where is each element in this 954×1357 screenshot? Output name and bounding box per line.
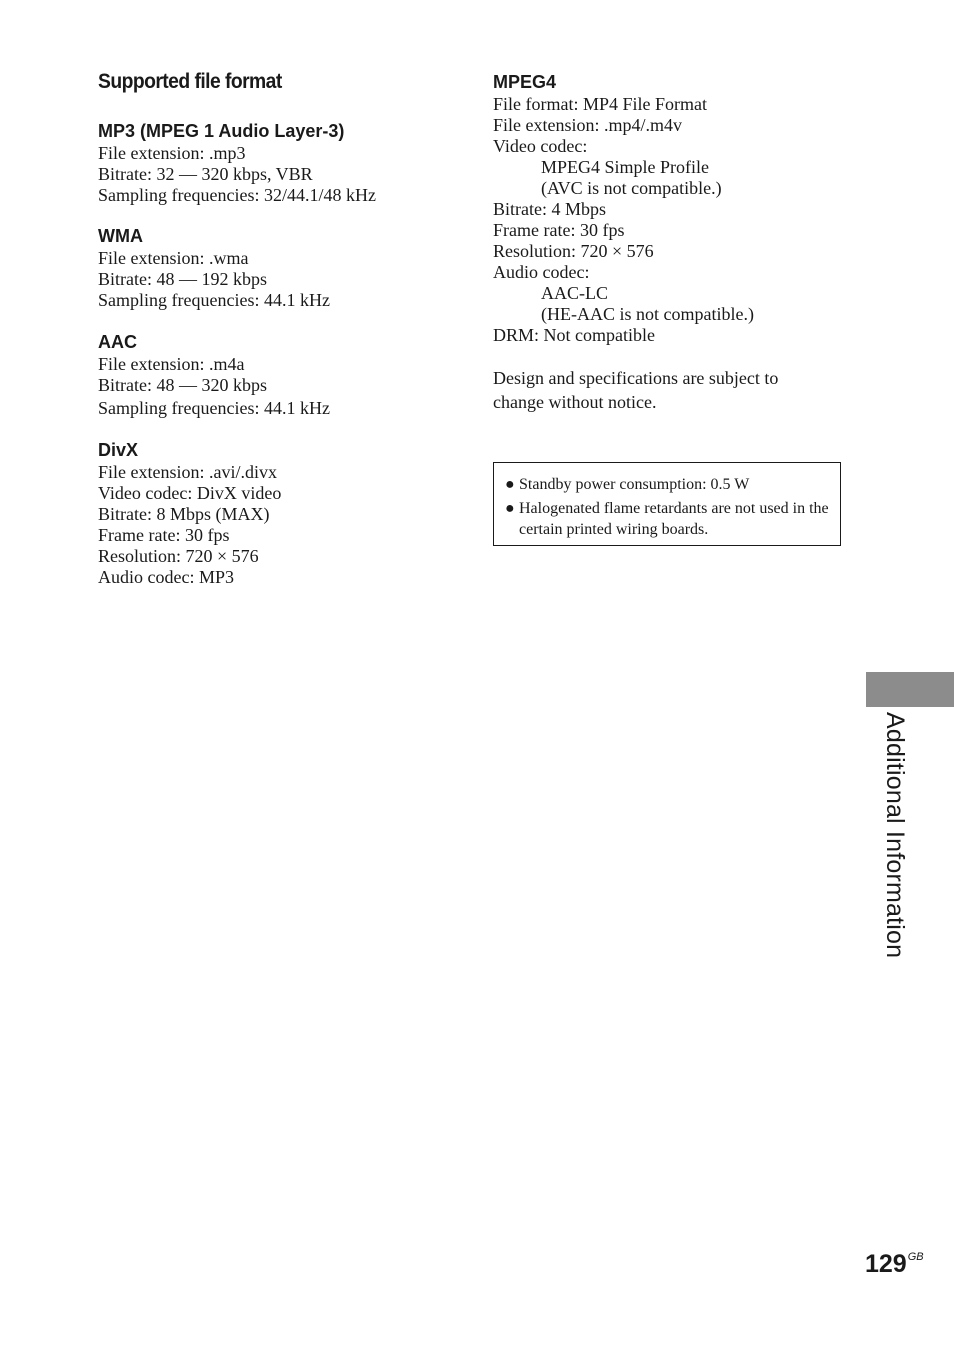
wma-line: Sampling frequencies: 44.1 kHz [98,290,330,310]
aac-line: File extension: .m4a [98,354,245,374]
mpeg4-line: AAC-LC [541,283,608,303]
note-item [504,474,830,495]
notes-box [493,462,841,546]
mpeg4-line: File extension: .mp4/.m4v [493,115,682,135]
mp3-line: File extension: .mp3 [98,143,246,163]
divx-title: DivX [98,440,139,460]
side-tab-marker [866,672,954,707]
mpeg4-line: DRM: Not compatible [493,325,655,345]
wma-line: File extension: .wma [98,248,249,268]
bullet-icon: ● [505,500,515,517]
mpeg4-section [493,72,845,346]
bullet-icon: ● [505,476,515,493]
page-number [865,1250,924,1279]
mpeg4-line: File format: MP4 File Format [493,94,707,114]
note-text: Standby power consumption: 0.5 W [519,476,750,493]
aac-line: Sampling frequencies: 44.1 kHz [98,398,330,418]
wma-title: WMA [98,226,143,246]
wma-line: Bitrate: 48 — 192 kbps [98,269,267,289]
mp3-title: MP3 (MPEG 1 Audio Layer-3) [98,121,345,141]
mpeg4-line: Video codec: [493,136,588,156]
side-tab-label: Additional Information [881,712,909,959]
mpeg4-line: Audio codec: [493,262,590,282]
aac-section [98,332,468,419]
mpeg4-line: (AVC is not compatible.) [541,178,722,198]
mpeg4-title: MPEG4 [493,72,557,92]
divx-line: Bitrate: 8 Mbps (MAX) [98,504,270,524]
note-text: Halogenated flame retardants are not used in the certain printed wiring boards. [519,500,829,538]
mp3-line: Bitrate: 32 — 320 kbps, VBR [98,164,313,184]
wma-section [98,226,468,311]
divx-section [98,440,468,588]
mpeg4-line: Frame rate: 30 fps [493,220,625,240]
mp3-section [98,121,468,206]
page-suffix: GB [907,1251,924,1263]
note-item [504,498,830,540]
aac-line: Bitrate: 48 — 320 kbps [98,375,267,395]
mpeg4-line: MPEG4 Simple Profile [541,157,710,177]
page-heading: Supported file format [98,70,282,93]
page-number-value: 129 [865,1250,907,1278]
divx-line: File extension: .avi/.divx [98,462,277,482]
mpeg4-line: Resolution: 720 × 576 [493,241,654,261]
divx-line: Video codec: DivX video [98,483,282,503]
mpeg4-line: (HE-AAC is not compatible.) [541,304,754,324]
mpeg4-line: Bitrate: 4 Mbps [493,199,606,219]
divx-line: Frame rate: 30 fps [98,525,230,545]
notice-text: Design and specifications are subject to change without notice. [493,368,779,412]
mp3-line: Sampling frequencies: 32/44.1/48 kHz [98,185,376,205]
aac-title: AAC [98,332,137,352]
notice-paragraph [493,366,813,414]
divx-line: Resolution: 720 × 576 [98,546,259,566]
divx-line: Audio codec: MP3 [98,567,234,587]
